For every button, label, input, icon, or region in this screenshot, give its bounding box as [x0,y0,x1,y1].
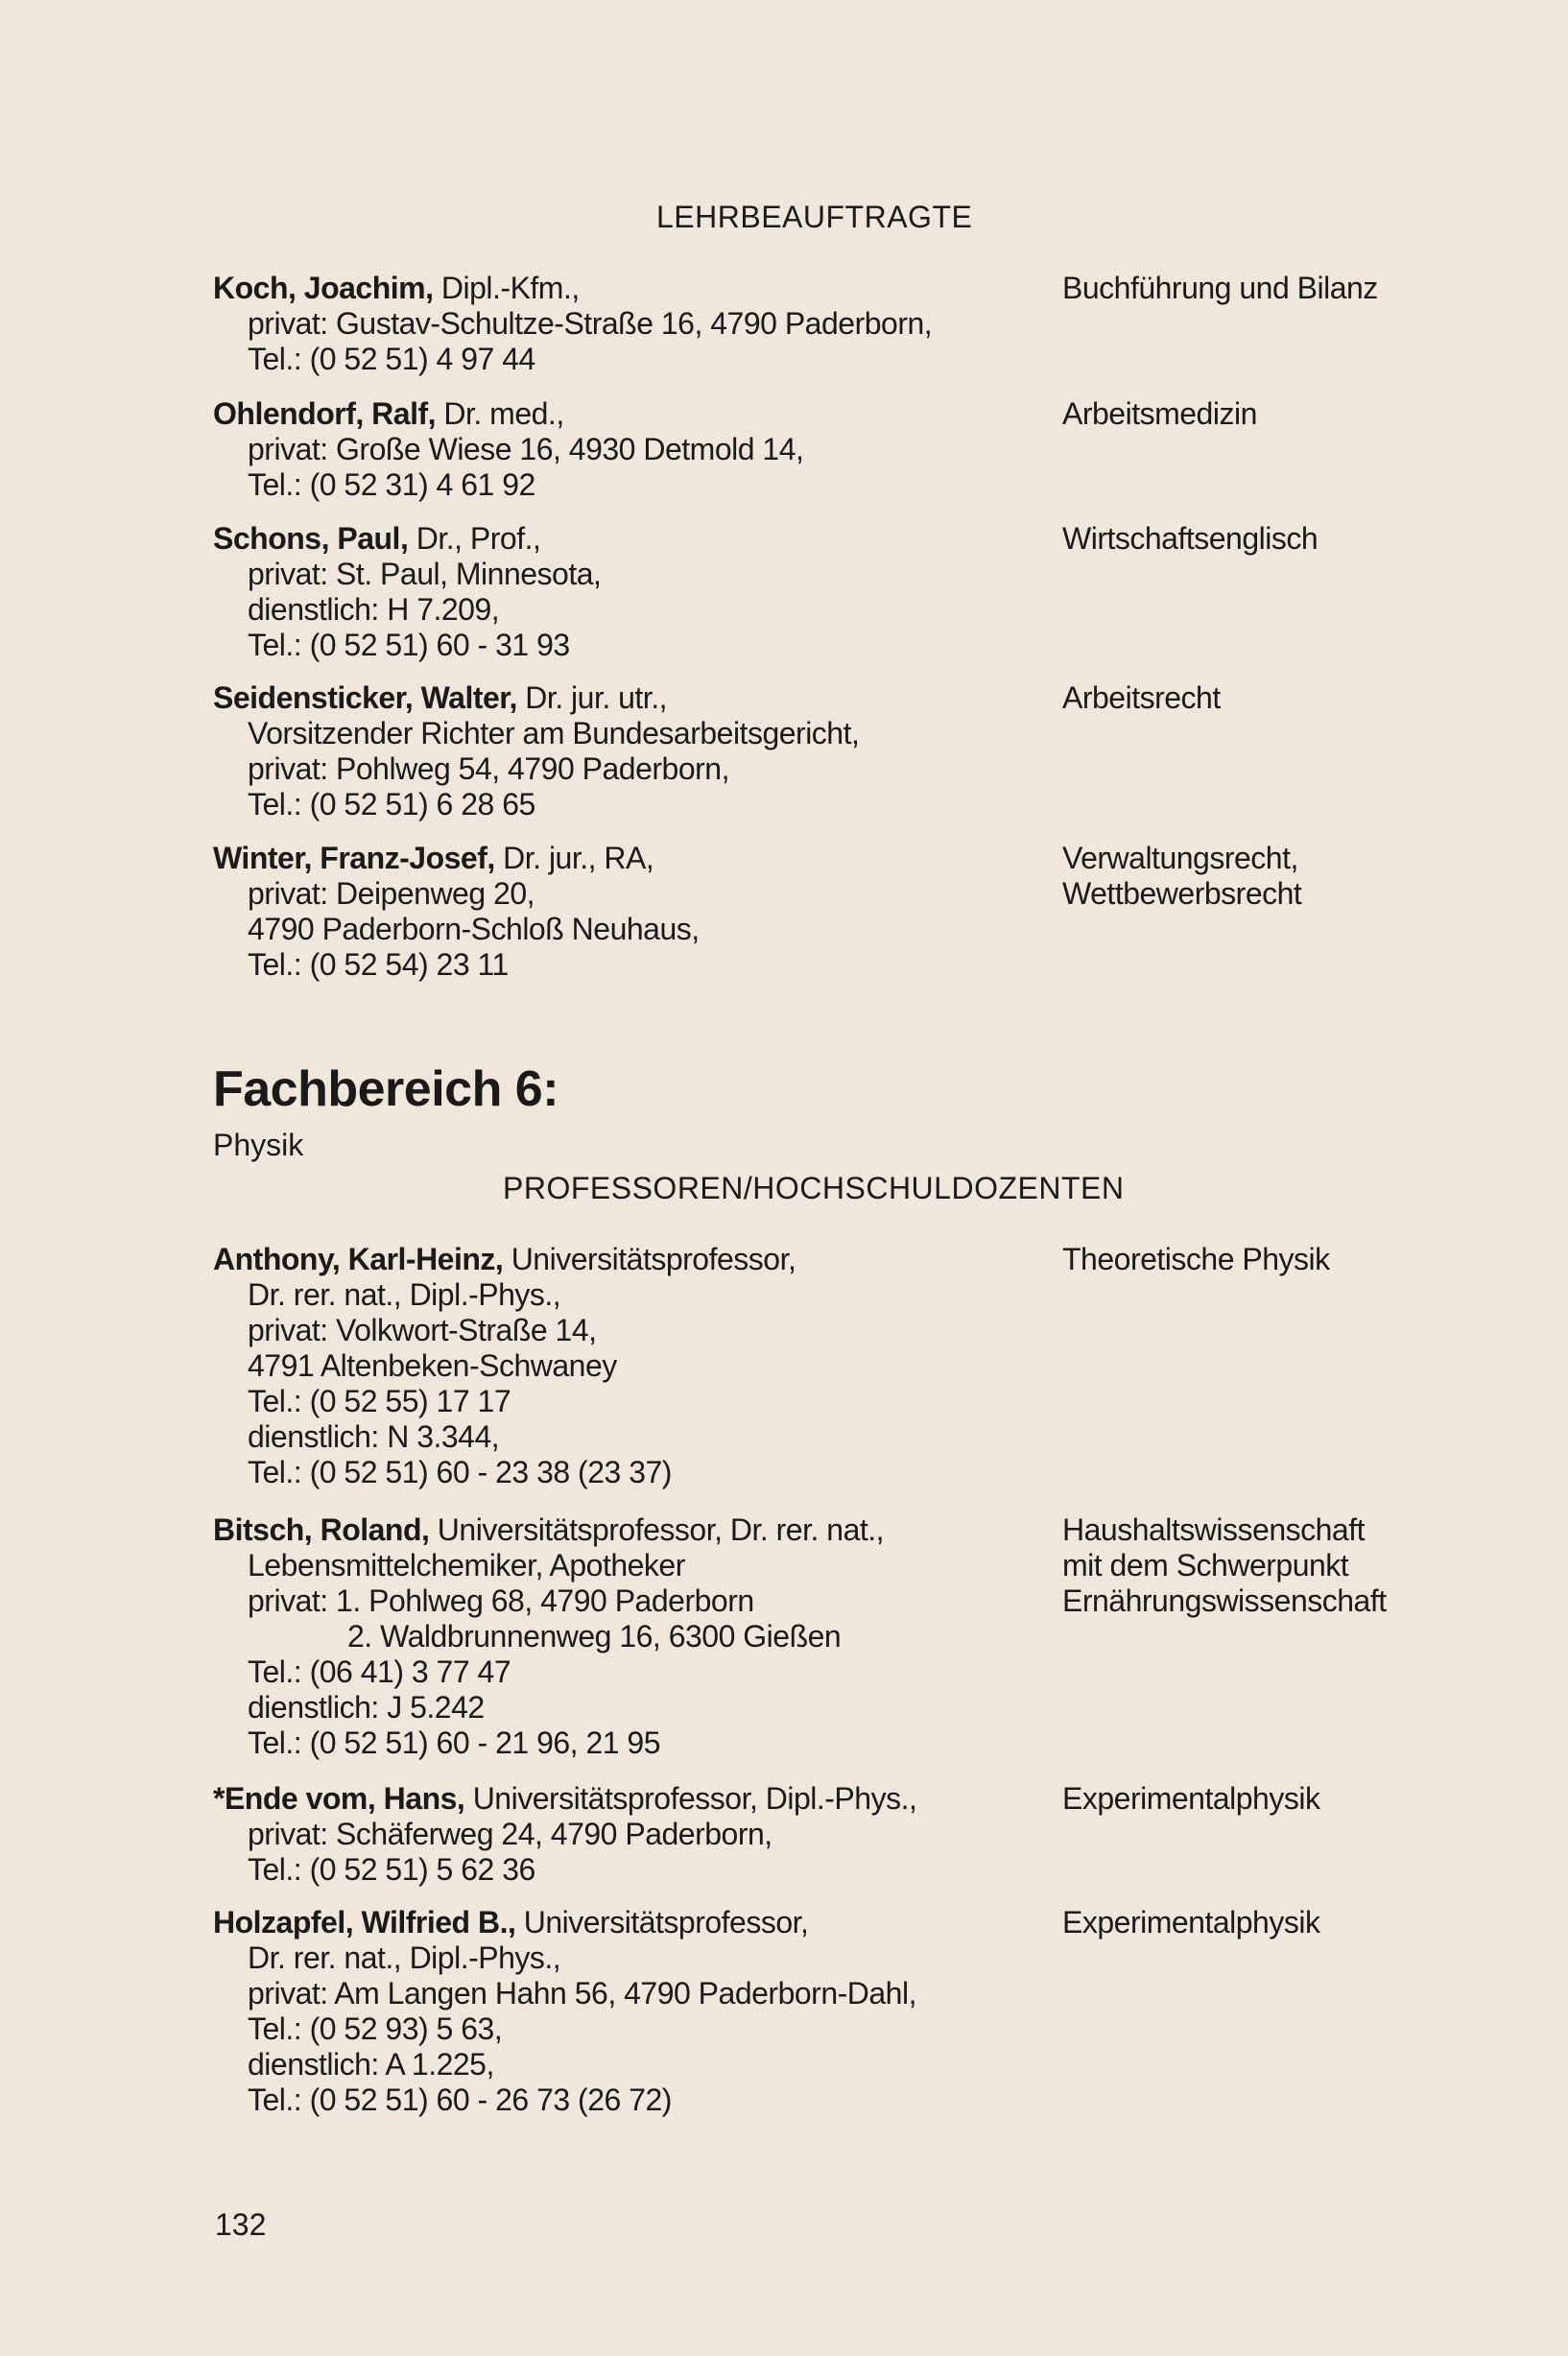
entry-name: Schons, Paul, [213,521,409,556]
entry-schons [213,521,1173,663]
entry-anthony [213,1242,1173,1490]
entry-subject: Wirtschaftsenglisch [1062,521,1319,556]
entry-title: Universitätsprofessor, [503,1242,796,1276]
entry-subject: Arbeitsmedizin [1062,396,1257,431]
entry-line: Tel.: (0 52 51) 6 28 65 [248,787,535,821]
entry-line: Tel.: (0 52 51) 60 - 31 93 [248,628,570,662]
entry-subject [1062,841,1301,912]
entry-line: Dr. rer. nat., Dipl.-Phys., [248,1940,561,1975]
entry-name: Bitsch, Roland, [213,1512,430,1547]
entry-line: dienstlich: A 1.225, [248,2047,494,2082]
entry-line: 2. Waldbrunnenweg 16, 6300 Gießen [347,1619,842,1654]
entry-subject-line: mit dem Schwerpunkt [1062,1548,1349,1583]
entry-bitsch [213,1512,1173,1761]
entry-name: Winter, Franz-Josef, [213,841,495,875]
entry-subject-line: Wettbewerbsrecht [1062,876,1302,911]
entry-title: Universitätsprofessor, [515,1905,809,1940]
entry-line: 4790 Paderborn-Schloß Neuhaus, [248,912,700,946]
entry-name: Holzapfel, Wilfried B., [213,1905,516,1940]
entry-subject-line: Verwaltungsrecht, [1062,841,1298,875]
entry-title: Dr. med., [436,396,564,431]
entry-line: Tel.: (0 52 31) 4 61 92 [248,467,535,502]
entry-line: privat: 1. Pohlweg 68, 4790 Paderborn [248,1583,754,1618]
entry-winter [213,841,1173,983]
entry-line: 4791 Altenbeken-Schwaney [248,1348,617,1383]
entry-name: *Ende vom, Hans, [213,1781,465,1816]
entry-line: Tel.: (06 41) 3 77 47 [248,1654,511,1689]
entry-line: privat: Am Langen Hahn 56, 4790 Paderborn-Dahl, [248,1976,916,2011]
entry-name: Anthony, Karl-Heinz, [213,1242,504,1276]
entry-line: dienstlich: N 3.344, [248,1419,500,1454]
entry-line: Tel.: (0 52 93) 5 63, [248,2011,503,2046]
entry-name: Koch, Joachim, [213,271,434,305]
entry-ende-vom [213,1781,1173,1888]
entry-seidensticker [213,680,1173,822]
professoren-heading: PROFESSOREN/HOCHSCHULDOZENTEN [503,1171,1125,1205]
entry-ohlendorf [213,396,1173,503]
entry-title: Dipl.-Kfm., [433,271,580,305]
entry-koch [213,271,1173,377]
entry-title: Dr. jur. utr., [516,680,667,715]
entry-line: Vorsitzender Richter am Bundesarbeitsgericht, [248,716,860,750]
entry-line: Lebensmittelchemiker, Apotheker [248,1548,685,1583]
entry-line: Tel.: (0 52 51) 60 - 26 73 (26 72) [248,2082,672,2117]
entry-subject-line: Haushaltswissenschaft [1062,1512,1365,1547]
entry-subject-line: Ernährungswissenschaft [1062,1583,1387,1618]
entry-subject: Experimentalphysik [1062,1781,1320,1816]
entry-line: privat: Deipenweg 20, [248,876,535,911]
entry-line: privat: Große Wiese 16, 4930 Detmold 14, [248,432,804,466]
entry-subject: Experimentalphysik [1062,1905,1320,1940]
entry-line: dienstlich: J 5.242 [248,1690,485,1725]
entry-subject: Arbeitsrecht [1062,680,1221,715]
entry-line: Dr. rer. nat., Dipl.-Phys., [248,1277,561,1312]
entry-subject [1062,1512,1387,1619]
entry-subject: Theoretische Physik [1062,1242,1330,1276]
lehrbeauftragte-heading: LEHRBEAUFTRAGTE [656,200,973,234]
entry-title: Universitätsprofessor, Dipl.-Phys., [464,1781,917,1816]
entry-line: Tel.: (0 52 54) 23 11 [248,947,509,982]
entry-line: privat: Gustav-Schultze-Straße 16, 4790 Paderborn, [248,306,933,341]
entry-line: Tel.: (0 52 51) 5 62 36 [248,1852,535,1887]
entry-line: privat: Schäferweg 24, 4790 Paderborn, [248,1817,772,1851]
entry-title: Dr., Prof., [408,521,541,556]
page-number: 132 [215,2207,267,2242]
entry-title: Dr. jur., RA, [494,841,654,875]
entry-line: Tel.: (0 52 51) 4 97 44 [248,342,535,376]
entry-line: Tel.: (0 52 51) 60 - 21 96, 21 95 [248,1725,661,1760]
entry-line: privat: Pohlweg 54, 4790 Paderborn, [248,751,729,786]
entry-line: Tel.: (0 52 55) 17 17 [248,1384,511,1418]
entry-holzapfel [213,1905,1173,2118]
entry-name: Ohlendorf, Ralf, [213,396,436,431]
entry-line: privat: Volkwort-Straße 14, [248,1313,597,1347]
entry-subject: Buchführung und Bilanz [1062,271,1378,305]
entry-title: Universitätsprofessor, Dr. rer. nat., [429,1512,885,1547]
fachbereich-subtitle: Physik [213,1128,304,1162]
fachbereich-title: Fachbereich 6: [213,1061,559,1117]
entry-line: privat: St. Paul, Minnesota, [248,557,602,591]
entry-name: Seidensticker, Walter, [213,680,517,715]
entry-line: Tel.: (0 52 51) 60 - 23 38 (23 37) [248,1455,672,1489]
entry-line: dienstlich: H 7.209, [248,592,500,627]
